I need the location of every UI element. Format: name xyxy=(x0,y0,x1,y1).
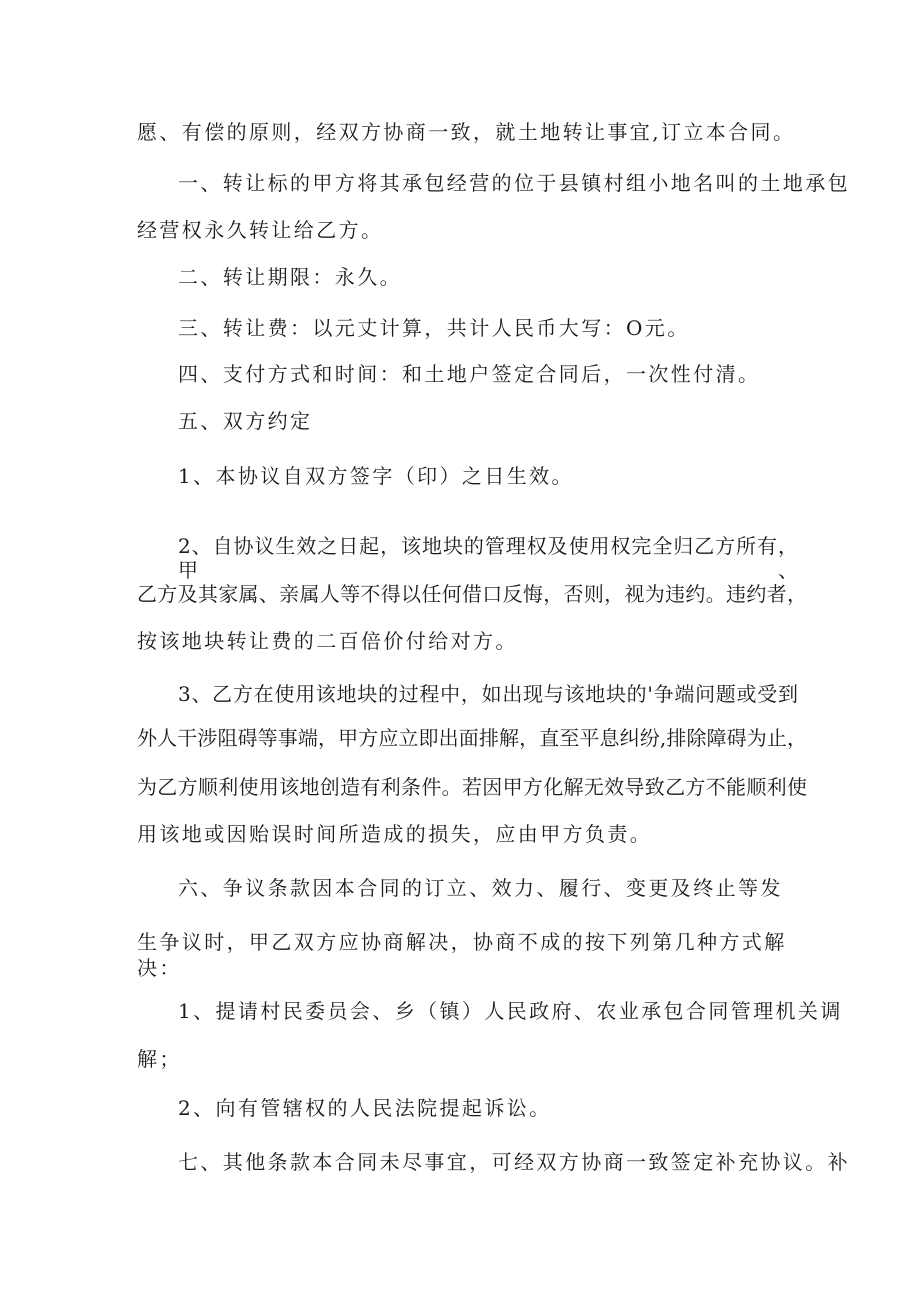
text-line-9: 2、自协议生效之日起，该地块的管理权及使用权完全归乙方所有，甲、 xyxy=(178,534,798,582)
text-line-16: 六、争议条款因本合同的订立、效力、履行、变更及终止等发 xyxy=(178,876,783,900)
text-line-2: 一、转让标的甲方将其承包经营的位于县镇村组小地名叫的土地承包 xyxy=(178,171,850,195)
text-line-17: 生争议时，甲乙双方应协商解决，协商不成的按下列第几种方式解 xyxy=(137,930,787,954)
text-line-3: 经营权永久转让给乙方。 xyxy=(137,218,384,242)
text-line-12: 3、乙方在使用该地块的过程中，如出现与该地块的'争端问题或受到 xyxy=(178,682,798,706)
text-line-20: 解； xyxy=(137,1047,182,1071)
text-line-6: 四、支付方式和时间：和土地户签定合同后，一次性付清。 xyxy=(178,362,761,386)
text-line-7: 五、双方约定 xyxy=(178,409,313,433)
text-line-22: 七、其他条款本合同未尽事宜，可经双方协商一致签定补充协议。补 xyxy=(178,1150,850,1174)
text-line-13: 外人干涉阻碍等事端，甲方应立即出面排解，直至平息纠纷,排除障碍为止， xyxy=(137,726,807,750)
text-line-10: 乙方及其家属、亲属人等不得以任何借口反悔，否则，视为违约。违约者， xyxy=(137,582,807,606)
text-line-4: 二、转让期限：永久。 xyxy=(178,265,402,289)
text-line-18: 决： xyxy=(137,956,182,980)
text-line-1: 愿、有偿的原则，经双方协商一致，就土地转让事宜,订立本合同。 xyxy=(137,120,796,144)
text-line-11: 按该地块转让费的二百倍价付给对方。 xyxy=(137,629,518,653)
text-line-15: 用该地或因贻误时间所造成的损失，应由甲方负责。 xyxy=(137,822,653,846)
text-line-21: 2、向有管辖权的人民法院提起诉讼。 xyxy=(178,1096,552,1120)
text-line-14: 为乙方顺利使用该地创造有利条件。若因甲方化解无效导致乙方不能顺利使 xyxy=(137,775,807,799)
text-line-19: 1、提请村民委员会、乡（镇）人民政府、农业承包合同管理机关调 xyxy=(178,999,843,1023)
text-line-8: 1、本协议自双方签字（印）之日生效。 xyxy=(178,464,574,488)
text-line-5: 三、转让费：以元丈计算，共计人民币大写：O元。 xyxy=(178,316,690,340)
